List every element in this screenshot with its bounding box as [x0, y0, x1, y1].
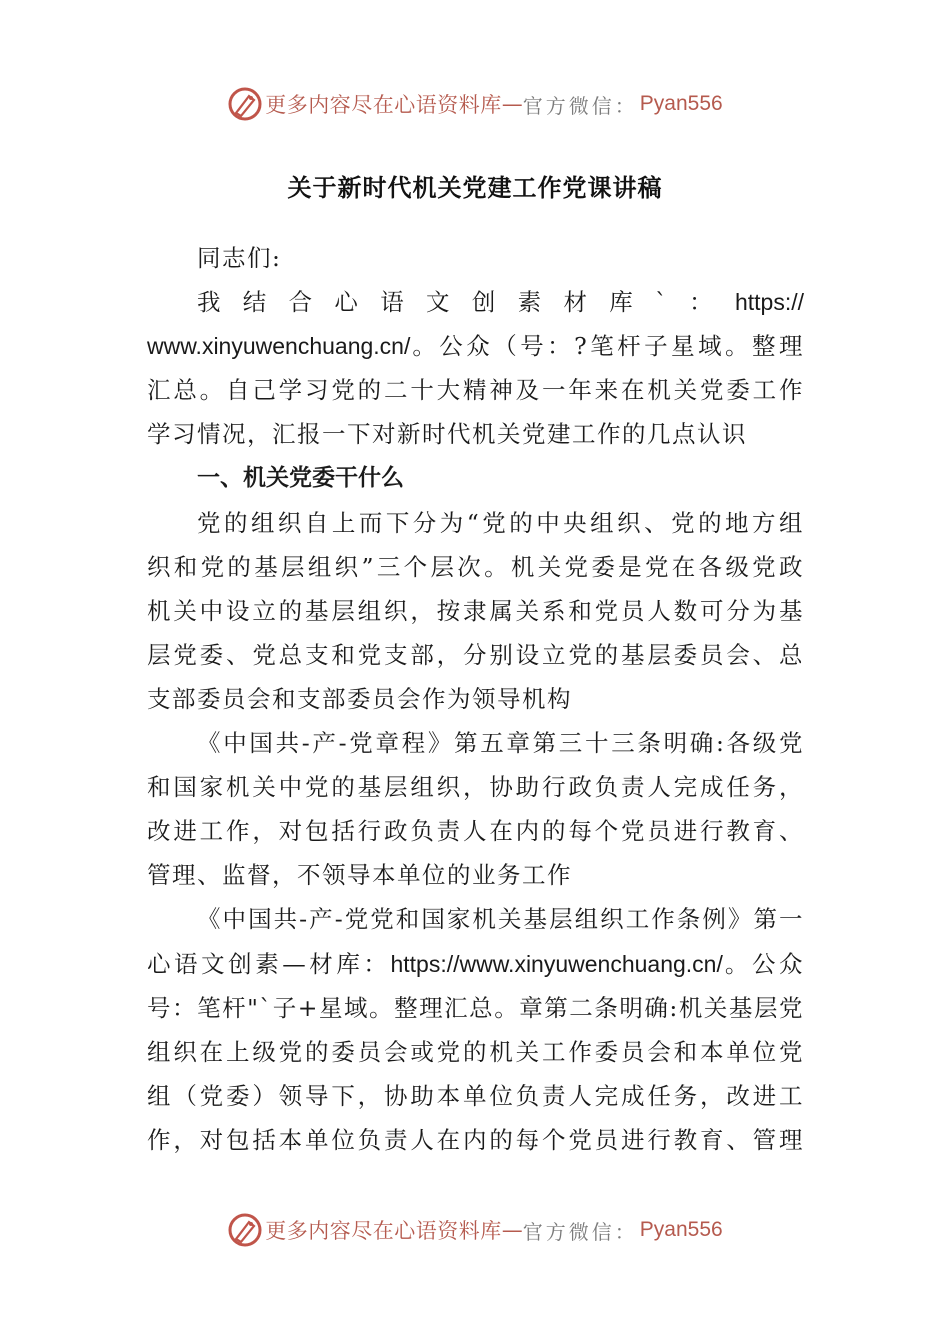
body-line: 号：笔杆"`子+星域。整理汇总。章第二条明确:机关基层党	[147, 993, 804, 1022]
body-line: 改进工作，对包括行政负责人在内的每个党员进行教育、	[147, 817, 804, 846]
body-line: 作，对包括本单位负责人在内的每个党员进行教育、管理	[147, 1125, 804, 1154]
body-line	[147, 324, 804, 368]
body-line: 党的组织自上而下分为“党的中央组织、党的地方组	[197, 508, 804, 537]
body-line: 层党委、党总支和党支部，分别设立党的基层委员会、总	[147, 640, 804, 669]
body-line	[147, 280, 804, 324]
body-line: 组（党委）领导下，协助本单位负责人完成任务，改进工	[147, 1081, 804, 1110]
body-line: 《中国共-产-党章程》第五章第三十三条明确:各级党	[197, 729, 804, 758]
body-line: 管理、监督，不领导本单位的业务工作	[147, 861, 572, 890]
body-line: 和国家机关中党的基层组织，协助行政负责人完成任务，	[147, 773, 804, 802]
watermark-wechat-id: Pyan556	[639, 92, 723, 115]
greeting-line: 同志们:	[197, 244, 282, 272]
body-link-segment: https://	[734, 289, 804, 316]
body-line: 《中国共-产-党党和国家机关基层组织工作条例》第一	[197, 905, 804, 934]
watermark-wechat-id: Pyan556	[639, 1218, 723, 1241]
body-text-segment: 。公众	[722, 949, 804, 978]
document-title: 关于新时代机关党建工作党课讲稿	[287, 174, 663, 202]
body-line: 织和党的基层组织”三个层次。机关党委是党在各级党政	[147, 552, 804, 581]
watermark-text: 更多内容尽在心语资料库	[265, 93, 502, 117]
body-line: 机关中设立的基层组织，按隶属关系和党员人数可分为基	[147, 596, 804, 625]
pen-nib-logo-icon	[227, 1212, 263, 1248]
body-text-segment: 我结合心语文创素材库`：	[197, 288, 735, 317]
pen-nib-logo-icon	[227, 86, 263, 122]
watermark-separator: —	[501, 1218, 523, 1242]
watermark-separator: —	[501, 92, 523, 116]
watermark-wechat-label: 官方微信：	[522, 93, 638, 118]
body-line: 支部委员会和支部委员会作为领导机构	[147, 684, 572, 713]
body-text-segment: 心语文创素—材库：	[147, 949, 391, 978]
body-link-segment: https://www.xinyuwenchuang.cn/	[390, 950, 723, 977]
watermark-text: 更多内容尽在心语资料库	[265, 1219, 502, 1243]
document-body	[147, 236, 804, 1162]
body-text-segment: 。公众（号：?笔杆子星域。整理	[410, 332, 804, 361]
footer-watermark	[0, 1210, 950, 1250]
body-link-segment: www.xinyuwenchuang.cn/	[147, 333, 411, 360]
body-line	[147, 942, 804, 986]
body-line: 汇总。自己学习党的二十大精神及一年来在机关党委工作	[147, 376, 804, 405]
body-line: 学习情况，汇报一下对新时代机关党建工作的几点认识	[147, 420, 747, 449]
body-line: 组织在上级党的委员会或党的机关工作委员会和本单位党	[147, 1037, 804, 1066]
header-watermark	[0, 84, 950, 124]
section-heading: 一、机关党委干什么	[197, 465, 404, 492]
watermark-wechat-label: 官方微信：	[522, 1219, 638, 1244]
